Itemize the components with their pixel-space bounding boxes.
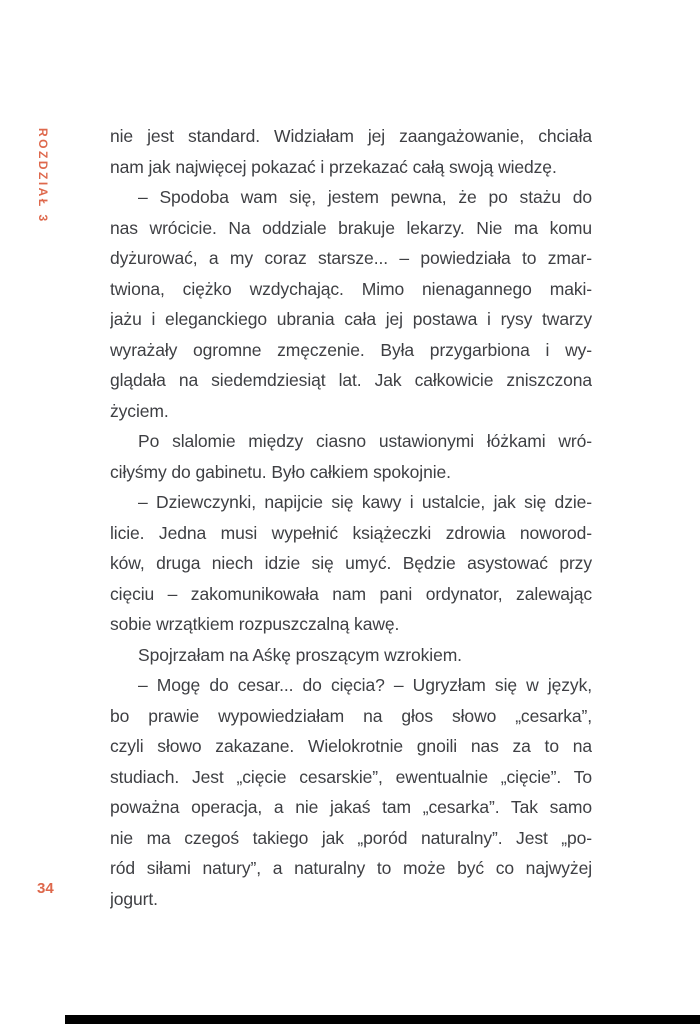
body-line: studiach. Jest „cięcie cesarskie”, ewentualnie „cięcie”. To bbox=[110, 766, 592, 787]
body-line: nie jest standard. Widziałam jej zaangażowanie, chciała bbox=[110, 126, 592, 146]
body-line: nie ma czegoś takiego jak „poród naturalny”. Jest „po- bbox=[110, 827, 592, 848]
body-line: cięciu – zakomunikowała nam pani ordynator, zalewając bbox=[110, 583, 592, 604]
body-text bbox=[110, 121, 592, 914]
body-line: jażu i eleganckiego ubrania cała jej postawa i rysy twarzy bbox=[110, 309, 592, 329]
body-line: – Dziewczynki, napijcie się kawy i ustalcie, jak się dzie- bbox=[138, 492, 592, 512]
body-line: nam jak najwięcej pokazać i przekazać całą swoją wiedzę. bbox=[110, 156, 557, 177]
body-line: wyrażały ogromne zmęczenie. Była przygarbiona i wy- bbox=[110, 339, 592, 360]
body-line: twiona, ciężko wzdychając. Mimo nienagannego maki- bbox=[110, 278, 592, 299]
body-line: bo prawie wypowiedziałam na głos słowo „cesarka”, bbox=[110, 705, 592, 726]
body-line: dyżurować, a my coraz starsze... – powiedziała to zmar- bbox=[110, 248, 592, 268]
body-line: życiem. bbox=[110, 400, 169, 421]
bottom-bar bbox=[65, 1015, 700, 1024]
page-number: 34 bbox=[37, 880, 54, 897]
body-line: poważna operacja, a nie jakaś tam „cesarka”. Tak samo bbox=[110, 797, 592, 817]
body-line: nas wrócicie. Na oddziale brakuje lekarzy. Nie ma komu bbox=[110, 217, 592, 238]
body-line: – Mogę do cesar... do cięcia? – Ugryzłam się w język, bbox=[138, 675, 592, 695]
body-line: – Spodoba wam się, jestem pewna, że po stażu do bbox=[138, 187, 592, 207]
body-line: ków, druga niech idzie się umyć. Będzie asystować przy bbox=[110, 553, 592, 573]
body-line: ciłyśmy do gabinetu. Było całkiem spokojnie. bbox=[110, 461, 451, 482]
body-line: czyli słowo zakazane. Wielokrotnie gnoili nas za to na bbox=[110, 736, 592, 756]
body-line: licie. Jedna musi wypełnić książeczki zdrowia noworod- bbox=[110, 522, 592, 543]
body-line: jogurt. bbox=[110, 888, 158, 909]
body-line: Spojrzałam na Aśkę proszącym wzrokiem. bbox=[138, 644, 462, 665]
body-line: ród siłami natury”, a naturalny to może być co najwyżej bbox=[110, 858, 592, 878]
chapter-label: ROZDZIAŁ 3 bbox=[36, 128, 50, 224]
body-line: Po slalomie między ciasno ustawionymi łóżkami wró- bbox=[138, 431, 592, 451]
body-line: sobie wrzątkiem rozpuszczalną kawę. bbox=[110, 614, 400, 634]
body-line: glądała na siedemdziesiąt lat. Jak całkowicie zniszczona bbox=[110, 370, 592, 390]
